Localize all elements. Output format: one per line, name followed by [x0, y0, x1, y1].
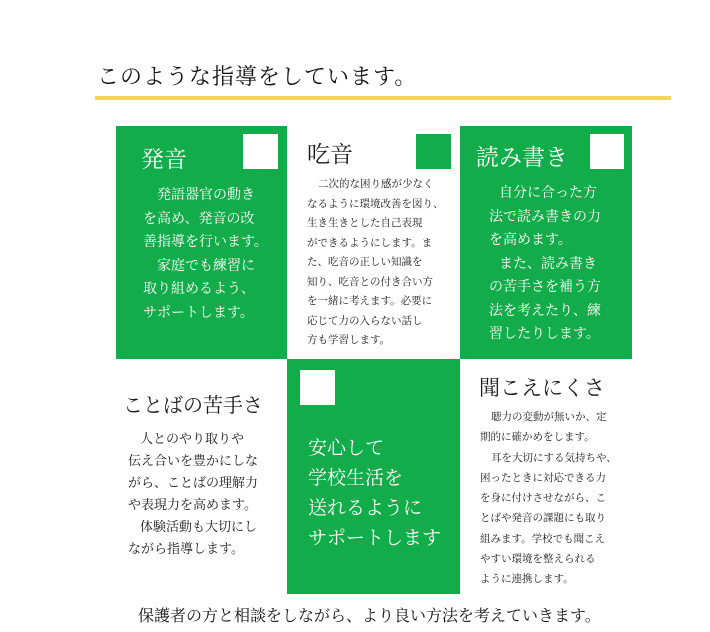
cell-center-message [308, 433, 441, 553]
cell-hatsuon-title: 発音 [141, 147, 187, 173]
cell-hatsuon-body [143, 184, 268, 325]
text-line: を身に付けさせながら、こ [480, 492, 606, 505]
cell-hatsuon [116, 126, 287, 359]
text-line: サポートします [308, 527, 442, 549]
text-line: また、読み書き [499, 255, 597, 272]
text-line: なるように環境改善を図り、 [307, 197, 444, 210]
cell-yomikaki [460, 126, 632, 359]
text-line: 習したりします。 [489, 326, 600, 342]
text-line: ができるようにします。ま [307, 236, 433, 249]
text-line: 人とのやり取りや [140, 432, 245, 447]
text-line: 発語器官の動き [157, 187, 255, 203]
text-line: 二次的な困り感が少なく [318, 178, 434, 190]
cell-kikoe-body [480, 407, 617, 590]
text-line: を一緒に考えます。必要に [307, 295, 433, 307]
text-line: 自分に合った方 [499, 185, 597, 201]
text-line: 組みます。学校でも聞こえ [480, 532, 606, 545]
cell-kotoba-title: ことばの苦手さ [123, 393, 263, 417]
title-underline [95, 96, 671, 100]
text-line: の苦手さを補う方 [489, 279, 601, 295]
cell-kotoba-body [128, 429, 258, 561]
text-line: 方も学習します。 [307, 334, 391, 346]
cell-yomikaki-square [590, 134, 624, 169]
text-line: 体験活動も大切にし [140, 520, 258, 535]
text-line: 法で読み書きの力 [489, 208, 601, 225]
text-line: 家庭でも練習に [157, 257, 255, 274]
text-line: 伝え合いを豊かにしな [128, 454, 259, 469]
text-line: 応じて力の入らない話し [307, 314, 423, 327]
cell-center-square [300, 370, 335, 405]
cell-kitsuon-square [416, 134, 451, 169]
cell-kitsuon-title: 吃音 [307, 142, 353, 168]
text-line: がら、ことばの理解力 [128, 476, 259, 491]
cell-kitsuon [287, 126, 460, 359]
text-line: ながら指導します。 [128, 542, 244, 557]
text-line: 生き生きとした自己表現 [307, 217, 423, 229]
text-line: 耳を大切にする気持ちや、 [491, 451, 617, 464]
cell-kotoba [116, 359, 287, 594]
cell-yomikaki-body [489, 182, 601, 347]
text-line: サポートします。 [143, 304, 254, 321]
text-line: 善指導を行います。 [143, 234, 268, 250]
text-line: 学校生活を [308, 467, 404, 489]
text-line: を高めます。 [489, 232, 572, 248]
cell-kikoe [460, 359, 632, 594]
text-line: とばや発音の課題にも取り [480, 512, 606, 525]
text-line: 安心して [308, 437, 385, 459]
cell-kikoe-title: 聞こえにくさ [479, 376, 605, 400]
text-line: た、吃音の正しい知識を [307, 256, 423, 268]
text-line: 知り、吃音との付き合い方 [307, 275, 433, 288]
cell-yomikaki-title: 読み書き [476, 145, 568, 171]
cell-center [287, 359, 460, 594]
page-title: このような指導をしています。 [97, 65, 418, 90]
text-line: やすい環境を整えられる [480, 553, 596, 566]
footer-note: 保護者の方と相談をしながら、より良い方法を考えていきます。 [138, 606, 601, 625]
text-line: 取り組めるよう、 [143, 281, 255, 297]
cell-hatsuon-square [243, 134, 278, 169]
text-line: 法を考えたり、練 [489, 302, 601, 319]
text-line: 送れるように [308, 497, 423, 519]
text-line: ように連携します。 [480, 573, 574, 586]
text-line: 聴力の変動が無いか、定 [491, 411, 607, 423]
text-line: 期的に確かめをします。 [480, 431, 595, 444]
text-line: や表現力を高めます。 [128, 498, 257, 513]
text-line: を高め、発音の改 [143, 210, 255, 227]
text-line: 困ったときに対応できる力 [480, 471, 606, 484]
cell-kitsuon-body [307, 175, 444, 351]
